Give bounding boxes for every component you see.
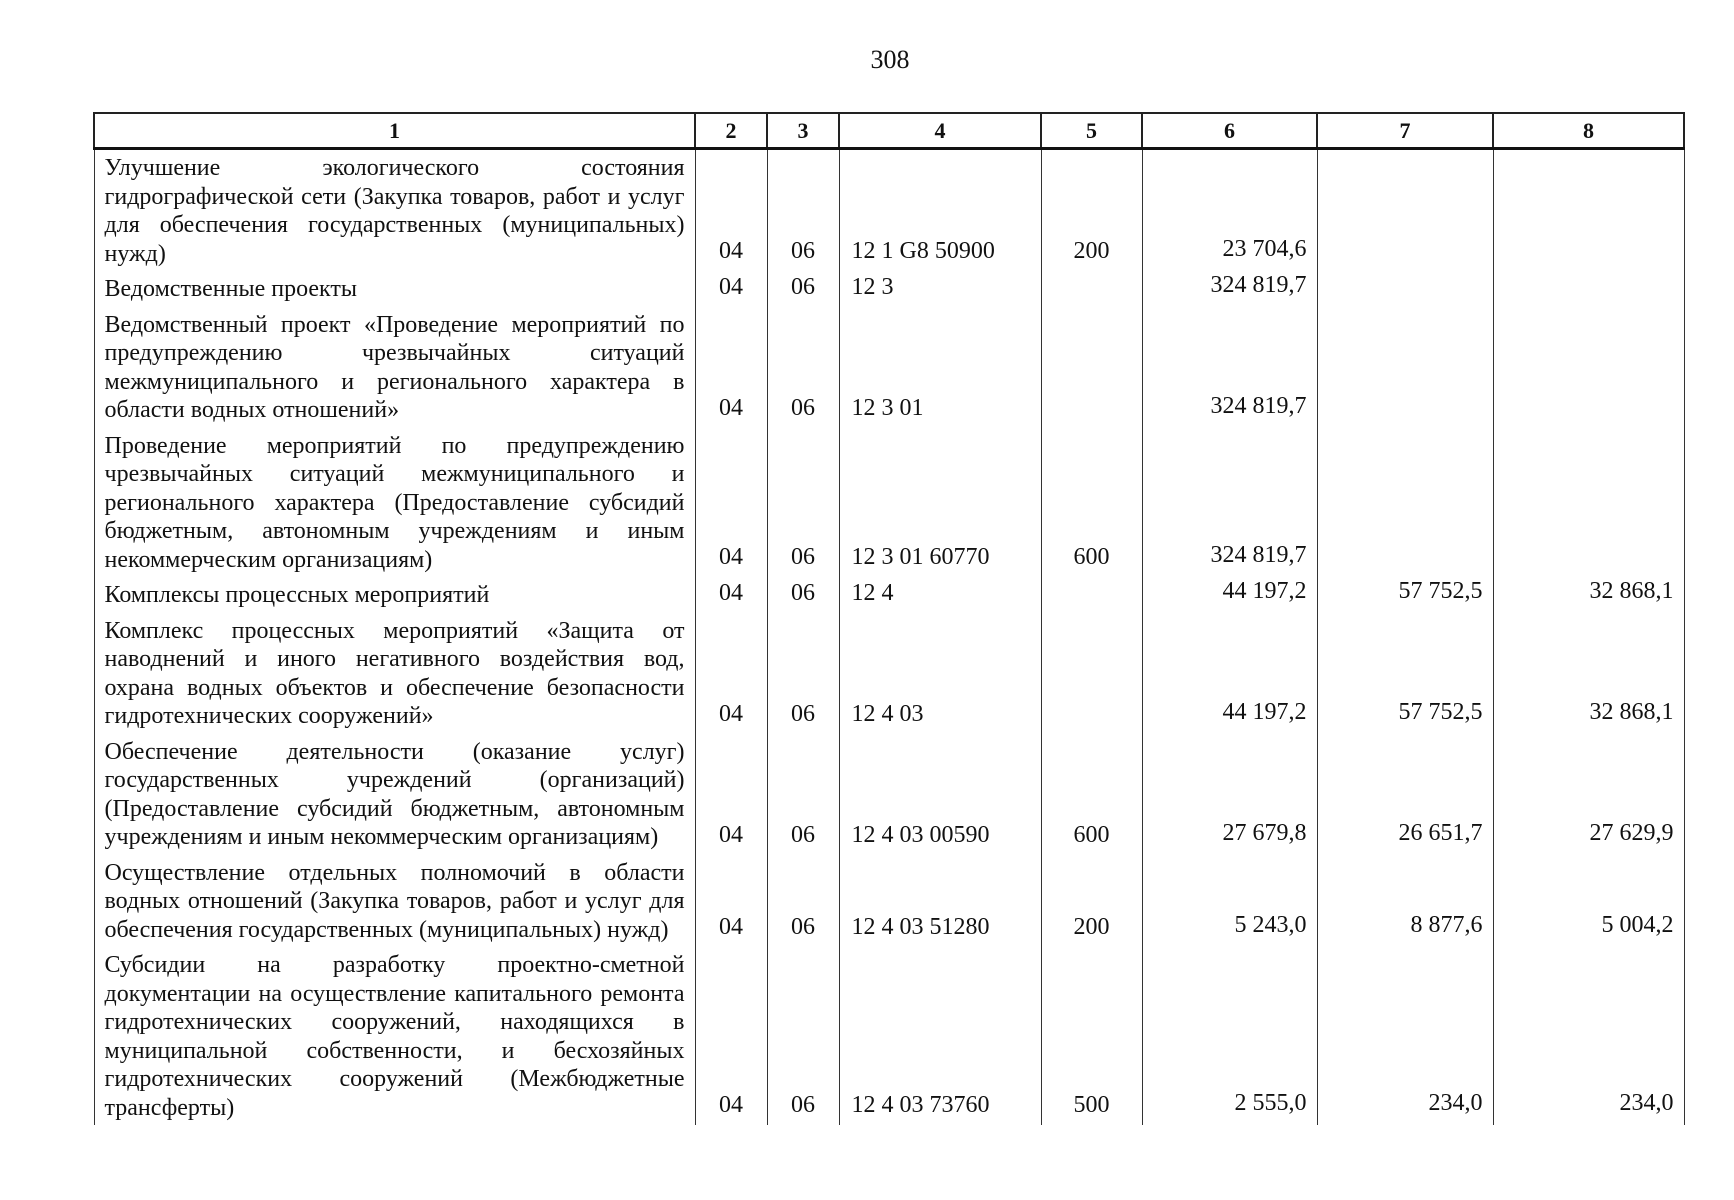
row-amount-col8: 234,0 xyxy=(1493,947,1684,1125)
row-section: 04 xyxy=(695,734,767,855)
row-section: 04 xyxy=(695,613,767,734)
row-amount-col6: 5 243,0 xyxy=(1142,855,1317,948)
row-name: Комплексы процессных мероприятий xyxy=(94,577,695,613)
row-expense-type xyxy=(1041,307,1142,428)
row-expense-type xyxy=(1041,613,1142,734)
row-name: Субсидии на разработку проектно-сметной документации на осуществление капитального ремонта гидротехнических сооружений, находящихся в муниципальной собственности, и бесхозяйных гидротехнических сооружений (Межбюджетные трансферты) xyxy=(94,947,695,1125)
row-name: Осуществление отдельных полномочий в области водных отношений (Закупка товаров, работ и услуг для обеспечения государственных (муниципальных) нужд) xyxy=(94,855,695,948)
row-expense-type: 600 xyxy=(1041,428,1142,578)
page-number: 308 xyxy=(870,45,910,74)
row-subsection: 06 xyxy=(767,734,839,855)
row-target-article: 12 4 xyxy=(839,577,1041,613)
row-expense-type: 600 xyxy=(1041,734,1142,855)
row-amount-col6: 2 555,0 xyxy=(1142,947,1317,1125)
table-row xyxy=(94,577,1684,613)
row-name: Обеспечение деятельности (оказание услуг) государственных учреждений (организаций) (Предоставление субсидий бюджетным, автономным учреждениям и иным некоммерческим организациям) xyxy=(94,734,695,855)
row-name: Ведомственный проект «Проведение мероприятий по предупреждению чрезвычайных ситуаций межмуниципального и регионального характера в области водных отношений» xyxy=(94,307,695,428)
row-section: 04 xyxy=(695,947,767,1125)
column-header: 7 xyxy=(1317,113,1493,149)
column-header: 1 xyxy=(94,113,695,149)
row-expense-type: 200 xyxy=(1041,855,1142,948)
row-amount-col6: 324 819,7 xyxy=(1142,428,1317,578)
row-subsection: 06 xyxy=(767,613,839,734)
row-target-article: 12 3 01 60770 xyxy=(839,428,1041,578)
row-target-article: 12 4 03 00590 xyxy=(839,734,1041,855)
row-section: 04 xyxy=(695,307,767,428)
row-subsection: 06 xyxy=(767,307,839,428)
row-amount-col7: 26 651,7 xyxy=(1317,734,1493,855)
row-amount-col8 xyxy=(1493,149,1684,272)
row-expense-type xyxy=(1041,577,1142,613)
row-subsection: 06 xyxy=(767,271,839,307)
row-target-article: 12 4 03 73760 xyxy=(839,947,1041,1125)
row-target-article: 12 1 G8 50900 xyxy=(839,149,1041,272)
column-header: 6 xyxy=(1142,113,1317,149)
column-header: 4 xyxy=(839,113,1041,149)
row-target-article: 12 3 01 xyxy=(839,307,1041,428)
table-header xyxy=(94,113,1684,149)
row-expense-type: 200 xyxy=(1041,149,1142,272)
row-target-article: 12 4 03 xyxy=(839,613,1041,734)
row-amount-col8 xyxy=(1493,271,1684,307)
row-subsection: 06 xyxy=(767,577,839,613)
row-section: 04 xyxy=(695,855,767,948)
row-amount-col8: 32 868,1 xyxy=(1493,613,1684,734)
row-target-article: 12 4 03 51280 xyxy=(839,855,1041,948)
row-amount-col6: 44 197,2 xyxy=(1142,613,1317,734)
row-subsection: 06 xyxy=(767,428,839,578)
row-amount-col8: 5 004,2 xyxy=(1493,855,1684,948)
table-body xyxy=(94,149,1684,1126)
row-amount-col7 xyxy=(1317,428,1493,578)
column-header: 8 xyxy=(1493,113,1684,149)
row-amount-col7 xyxy=(1317,307,1493,428)
row-subsection: 06 xyxy=(767,855,839,948)
row-amount-col6: 324 819,7 xyxy=(1142,307,1317,428)
row-amount-col7: 57 752,5 xyxy=(1317,613,1493,734)
table-row xyxy=(94,271,1684,307)
row-amount-col7: 234,0 xyxy=(1317,947,1493,1125)
row-section: 04 xyxy=(695,577,767,613)
table-row xyxy=(94,855,1684,948)
row-section: 04 xyxy=(695,149,767,272)
row-amount-col7 xyxy=(1317,271,1493,307)
row-amount-col8: 27 629,9 xyxy=(1493,734,1684,855)
row-amount-col8 xyxy=(1493,428,1684,578)
row-target-article: 12 3 xyxy=(839,271,1041,307)
table-row xyxy=(94,307,1684,428)
table-row xyxy=(94,947,1684,1125)
row-subsection: 06 xyxy=(767,149,839,272)
column-header: 3 xyxy=(767,113,839,149)
row-amount-col7 xyxy=(1317,149,1493,272)
row-amount-col6: 23 704,6 xyxy=(1142,149,1317,272)
table-row xyxy=(94,428,1684,578)
row-expense-type: 500 xyxy=(1041,947,1142,1125)
row-amount-col6: 44 197,2 xyxy=(1142,577,1317,613)
row-name: Улучшение экологического состояния гидрографической сети (Закупка товаров, работ и услуг для обеспечения государственных (муниципальных) нужд) xyxy=(94,149,695,272)
row-name: Ведомственные проекты xyxy=(94,271,695,307)
header-row xyxy=(94,113,1684,149)
row-name: Комплекс процессных мероприятий «Защита от наводнений и иного негативного воздействия вод, охрана водных объектов и обеспечение безопасности гидротехнических сооружений» xyxy=(94,613,695,734)
row-name: Проведение мероприятий по предупреждению чрезвычайных ситуаций межмуниципального и регионального характера (Предоставление субсидий бюджетным, автономным учреждениям и иным некоммерческим организациям) xyxy=(94,428,695,578)
table-row xyxy=(94,613,1684,734)
row-section: 04 xyxy=(695,271,767,307)
column-header: 5 xyxy=(1041,113,1142,149)
row-amount-col8 xyxy=(1493,307,1684,428)
row-amount-col8: 32 868,1 xyxy=(1493,577,1684,613)
row-amount-col7: 57 752,5 xyxy=(1317,577,1493,613)
table-row xyxy=(94,149,1684,272)
column-header: 2 xyxy=(695,113,767,149)
row-section: 04 xyxy=(695,428,767,578)
row-amount-col7: 8 877,6 xyxy=(1317,855,1493,948)
row-amount-col6: 324 819,7 xyxy=(1142,271,1317,307)
row-amount-col6: 27 679,8 xyxy=(1142,734,1317,855)
row-expense-type xyxy=(1041,271,1142,307)
budget-table xyxy=(93,112,1685,1125)
table-row xyxy=(94,734,1684,855)
row-subsection: 06 xyxy=(767,947,839,1125)
